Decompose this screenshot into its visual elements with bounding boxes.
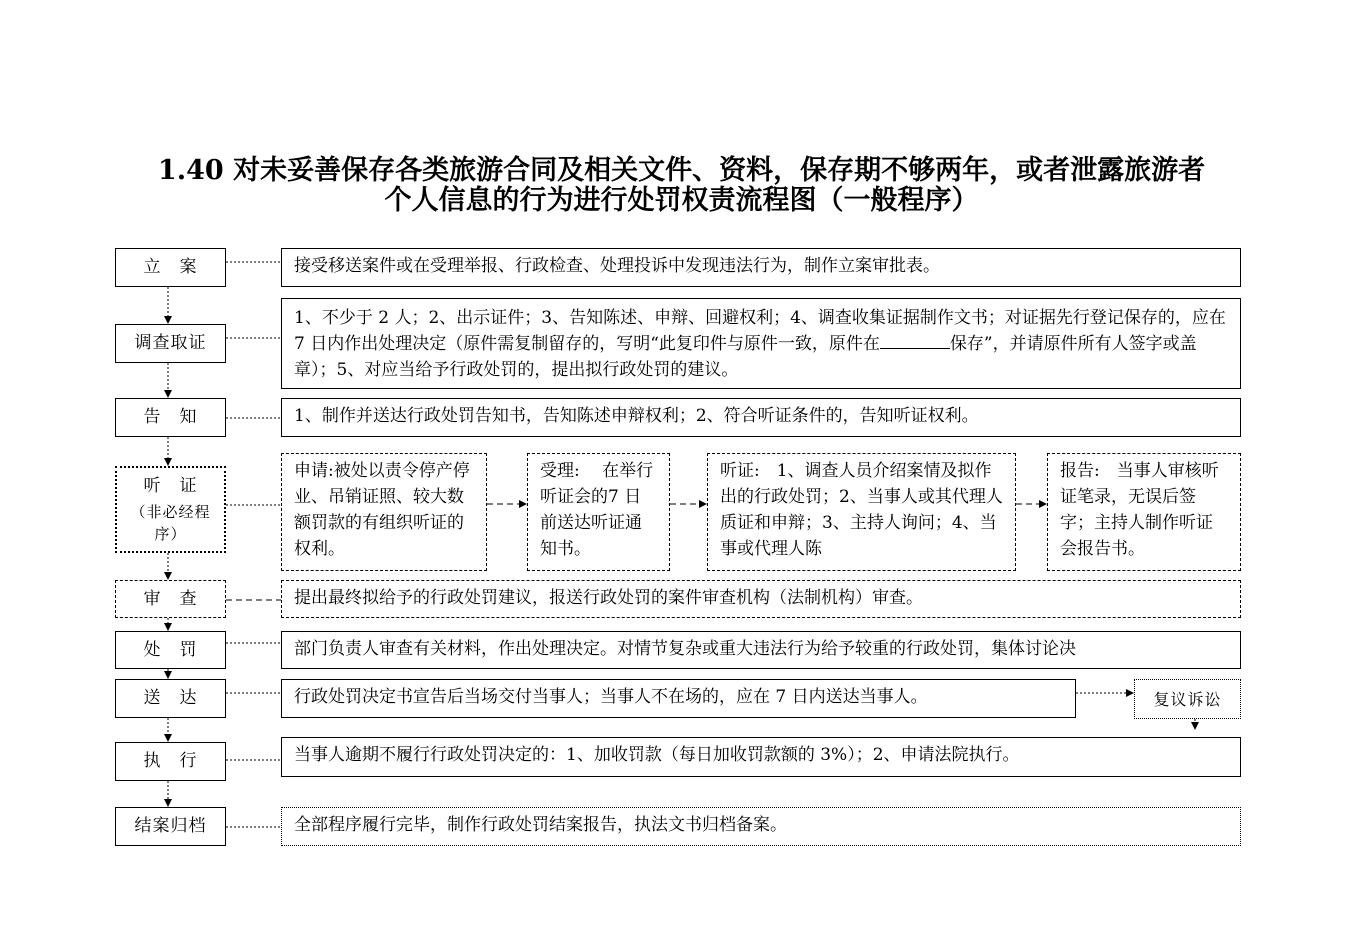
desc-chufa: 部门负责人审查有关材料，作出处理决定。对情节复杂或重大违法行为给予较重的行政处罚，集体讨论决 [281, 631, 1241, 669]
hearing-report: 报告: 当事人审核听证笔录，无误后签字；主持人制作听证会报告书。 [1047, 453, 1241, 571]
desc-shencha: 提出最终拟给予的行政处罚建议，报送行政处罚的案件审查机构（法制机构）审查。 [281, 580, 1241, 618]
title-line-1: 1.40 对未妥善保存各类旅游合同及相关文件、资料，保存期不够两年，或者泄露旅游者 [157, 155, 1206, 186]
step-chufa [115, 631, 226, 669]
step-gaozhi-label: 告 知 [143, 407, 198, 427]
desc-lian: 接受移送案件或在受理举报、行政检查、处理投诉中发现违法行为，制作立案审批表。 [281, 248, 1241, 287]
step-lian-label: 立 案 [143, 257, 198, 277]
desc-diaocha [281, 298, 1241, 389]
appeal-box [1134, 679, 1241, 719]
step-lian [115, 248, 226, 287]
desc-jiean: 全部程序履行完毕，制作行政处罚结案报告，执法文书归档备案。 [281, 807, 1241, 846]
desc-gaozhi: 1、制作并送达行政处罚告知书，告知陈述申辩权利；2、符合听证条件的，告知听证权利。 [281, 398, 1241, 437]
step-shencha [115, 580, 226, 618]
step-shencha-label: 审 查 [143, 588, 198, 609]
desc-songda: 行政处罚决定书宣告后当场交付当事人；当事人不在场的，应在 7 日内送达当事人。 [281, 679, 1076, 718]
step-zhixing [115, 742, 226, 781]
step-jiean-label: 结案归档 [134, 816, 207, 836]
step-jiean [115, 807, 226, 846]
step-gaozhi [115, 398, 226, 437]
step-tingzheng-label: 听 证 [143, 476, 198, 496]
desc-diaocha-part-b: 保存”，并请原件所有人签字或盖章）；5、对应当给予行政处罚的，提出拟行政处罚的建议。 [294, 334, 1197, 380]
step-songda-label: 送 达 [143, 688, 198, 708]
title-line-2: 个人信息的行为进行处罚权责流程图（一般程序） [384, 185, 979, 216]
step-tingzheng-note: （非必经程序） [130, 503, 211, 543]
hearing-hold: 听证: 1、调查人员介绍案情及拟作出的行政处罚；2、当事人或其代理人质证和申辩；3、主持人询问；4、当事或代理人陈 [707, 453, 1016, 571]
step-zhixing-label: 执 行 [143, 751, 198, 771]
step-tingzheng [115, 466, 226, 553]
step-chufa-label: 处 罚 [143, 639, 198, 660]
desc-zhixing: 当事人逾期不履行行政处罚决定的：1、加收罚款（每日加收罚款额的 3%）；2、申请法院执行。 [281, 737, 1241, 777]
step-diaocha-label: 调查取证 [134, 333, 207, 353]
blank-line [880, 347, 950, 349]
step-songda [115, 679, 226, 718]
hearing-apply: 申请:被处以责令停产停业、吊销证照、较大数额罚款的有组织听证的权利。 [281, 453, 487, 571]
appeal-label: 复议诉讼 [1153, 689, 1222, 709]
hearing-accept: 受理: 在举行听证会的7 日前送达听证通知书。 [527, 453, 670, 571]
step-diaocha [115, 324, 226, 363]
desc-diaocha-part-a: 1、不少于 2 人；2、出示证件；3、告知陈述、申辩、回避权利；4、调查收集证据制作文书；对证据先行登记保存的，应在 7 日内作出处理决定（原件需复制留存的，写明“此复印件与原件一致，原件在 [294, 308, 1226, 354]
